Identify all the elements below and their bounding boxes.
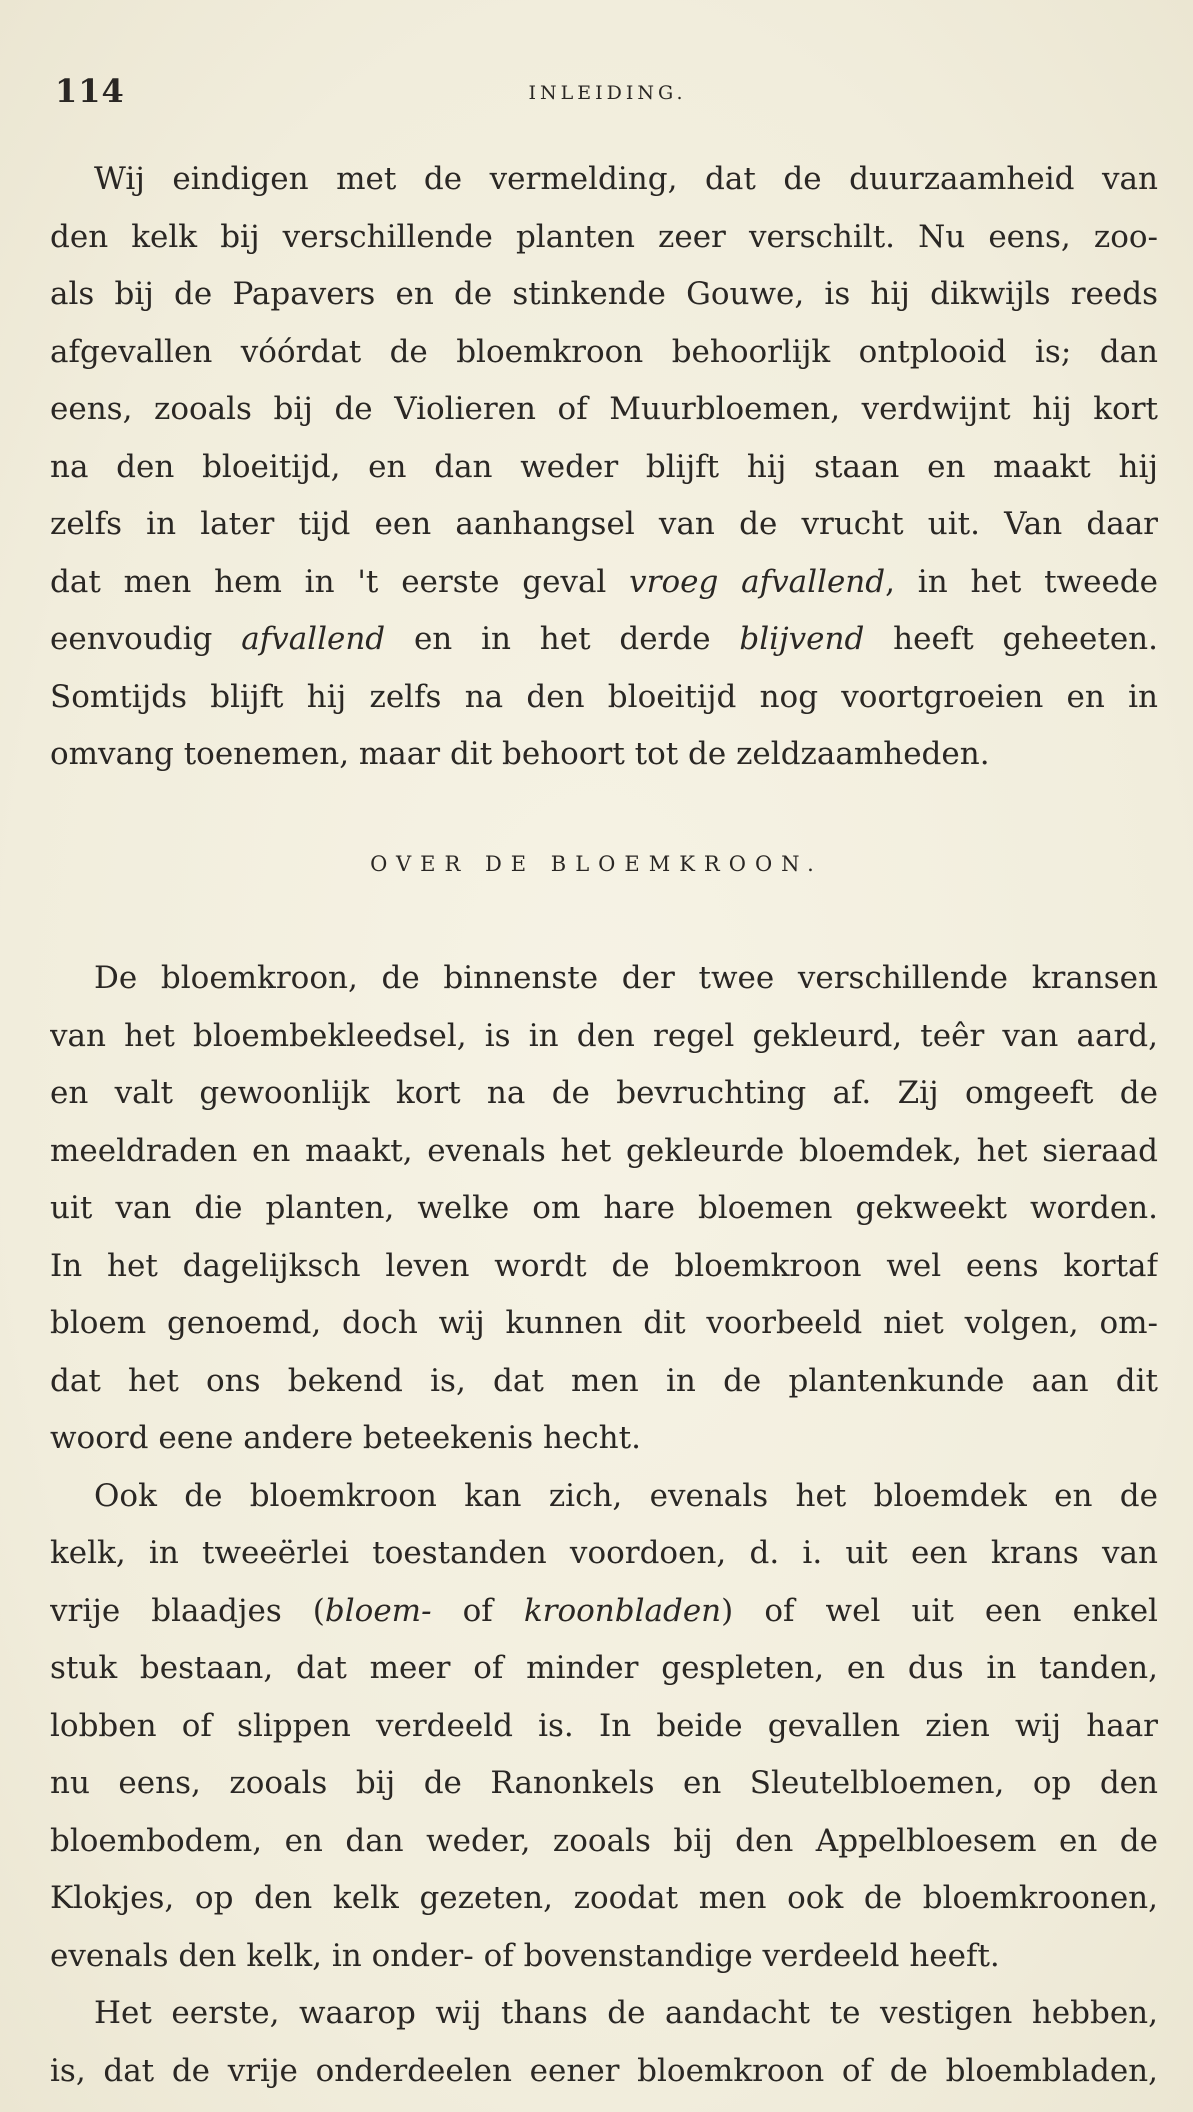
text-run: dat men hem in 't eerste geval — [50, 563, 630, 600]
text-line — [50, 554, 1158, 612]
text-line: In het dagelijksch leven wordt de bloemkroon wel eens kortaf — [50, 1247, 1158, 1284]
text-line: Ook de bloemkroon kan zich, evenals het bloemdek en de — [94, 1477, 1158, 1514]
text-line: Wij eindigen met de vermelding, dat de duurzaamheid van — [94, 161, 1158, 197]
text-run: heeft geheeten. — [864, 621, 1158, 657]
text-line: omvang toenemen, maar dit behoort tot de zeldzaamheden. — [50, 736, 990, 772]
text-line: en valt gewoonlijk kort na de bevruchting af. Zij omgeeft de — [50, 1075, 1158, 1111]
text-line: meeldraden en maakt, evenals het gekleurde bloemdek, het sieraad — [50, 1132, 1158, 1169]
text-line — [50, 1583, 1158, 1641]
text-line: stuk bestaan, dat meer of minder gespleten, en dus in tanden, — [50, 1650, 1158, 1686]
running-head: INLEIDING. — [528, 82, 687, 104]
text-line: bloem genoemd, doch wij kunnen dit voorbeeld niet volgen, om- — [50, 1305, 1158, 1341]
text-line: De bloemkroon, de binnenste der twee verschillende kransen — [94, 960, 1158, 996]
text-run: en in het derde — [385, 621, 740, 657]
text-run: eenvoudig — [50, 621, 242, 657]
page-header — [55, 72, 1160, 116]
italic-term: bloem- — [324, 1592, 432, 1629]
text-line: lobben of slippen verdeeld is. In beide gevallen zien wij haar — [50, 1707, 1158, 1744]
text-line: van het bloembekleedsel, is in den regel gekleurd, teêr van aard, — [50, 1017, 1158, 1054]
paragraph-calyx-durability — [50, 151, 1158, 784]
text-line: als bij de Papavers en de stinkende Gouwe, is hij dikwijls reeds — [50, 276, 1158, 312]
text-line: nu eens, zooals bij de Ranonkels en Sleutelbloemen, op den — [50, 1765, 1158, 1801]
text-line: afgevallen vóórdat de bloemkroon behoorlijk ontplooid is; dan — [50, 333, 1158, 370]
text-run: vrije blaadjes ( — [50, 1592, 325, 1629]
text-line — [50, 611, 1158, 669]
text-line: uit van die planten, welke om hare bloemen gekweekt worden. — [50, 1190, 1158, 1226]
text-line: zelfs in later tijd een aanhangsel van de vrucht uit. Van daar — [50, 506, 1158, 542]
section-body-corolla — [50, 950, 1158, 2100]
text-line: Somtijds blijft hij zelfs na den bloeitijd nog voortgroeien en in — [50, 678, 1158, 715]
section-heading: OVER DE BLOEMKROON. — [370, 852, 823, 876]
text-line: bloembodem, en dan weder, zooals bij den Appelbloesem en de — [50, 1822, 1158, 1859]
italic-term: afvallend — [241, 621, 386, 657]
text-line: eens, zooals bij de Violieren of Muurbloemen, verdwijnt hij kort — [50, 391, 1158, 427]
italic-term: vroeg afvallend — [629, 563, 886, 600]
text-line: kelk, in tweeërlei toestanden voordoen, d. i. uit een krans van — [50, 1535, 1158, 1571]
text-line: Klokjes, op den kelk gezeten, zoodat men ook de bloemkroonen, — [50, 1880, 1158, 1916]
italic-term: blijvend — [739, 621, 865, 657]
text-run: ) of wel uit een enkel — [721, 1592, 1158, 1629]
text-line: Het eerste, waarop wij thans de aandacht te vestigen hebben, — [94, 1995, 1158, 2031]
text-line: is, dat de vrije onderdeelen eener bloemkroon of de bloembladen, — [50, 2052, 1158, 2089]
text-run: of — [431, 1592, 524, 1629]
text-line: den kelk bij verschillende planten zeer verschilt. Nu eens, zoo- — [50, 218, 1158, 255]
text-run: , in het tweede — [885, 563, 1158, 600]
text-line: na den bloeitijd, en dan weder blijft hij staan en maakt hij — [50, 448, 1158, 485]
page-number: 114 — [55, 72, 125, 110]
italic-term: kroonbladen — [523, 1592, 722, 1629]
text-line: woord eene andere beteekenis hecht. — [50, 1420, 641, 1456]
text-line: dat het ons bekend is, dat men in de plantenkunde aan dit — [50, 1362, 1158, 1399]
text-line: evenals den kelk, in onder- of bovenstandige verdeeld heeft. — [50, 1937, 1000, 1974]
